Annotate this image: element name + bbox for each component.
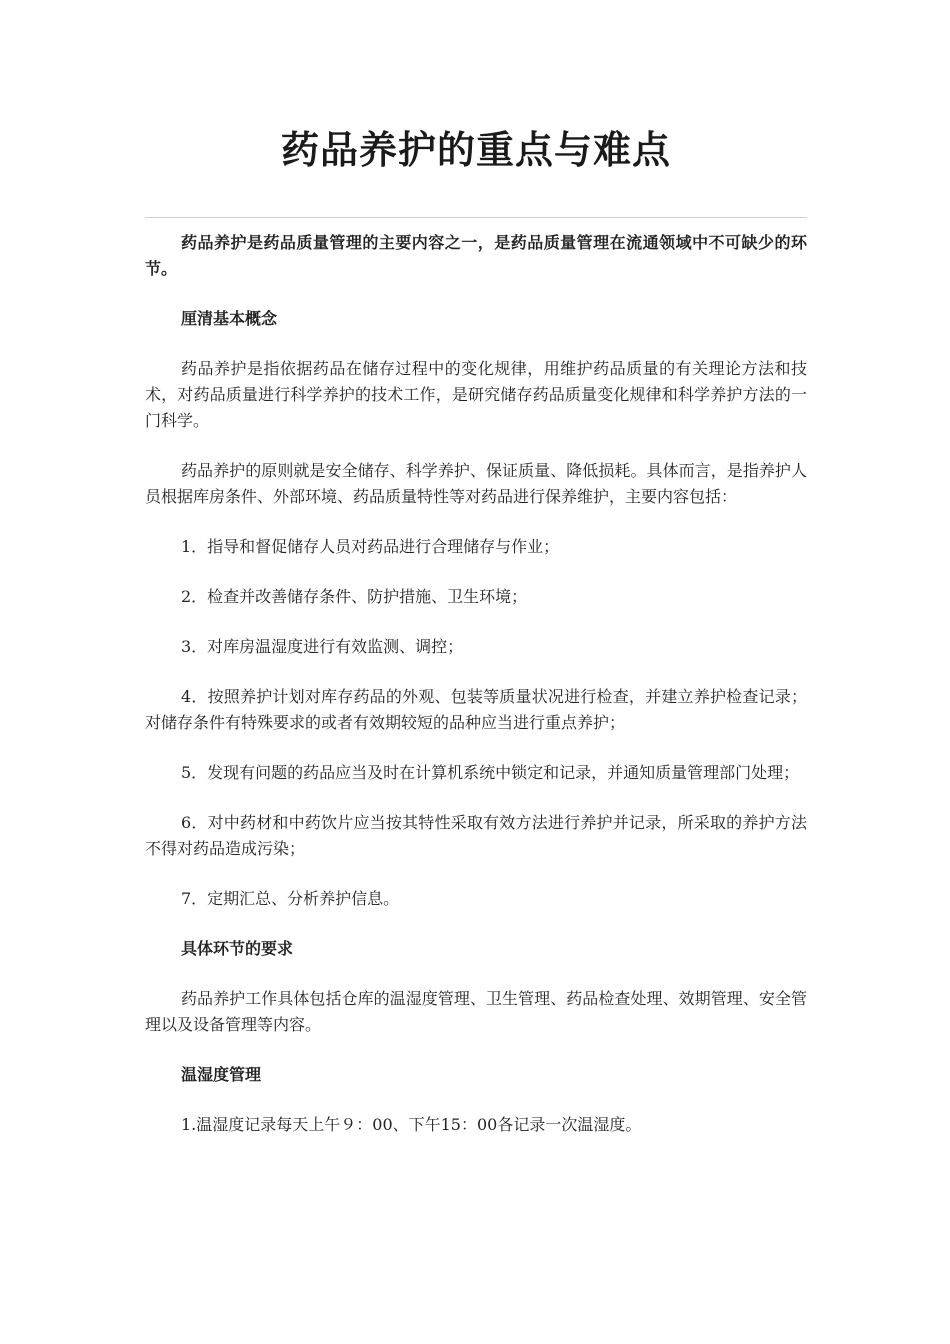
list-item: 6．对中药材和中药饮片应当按其特性采取有效方法进行养护并记录，所采取的养护方法不得对药品造成污染；	[145, 813, 807, 858]
list-item: 4．按照养护计划对库存药品的外观、包装等质量状况进行检查，并建立养护检查记录；对储存条件有特殊要求的或者有效期较短的品种应当进行重点养护；	[145, 687, 807, 732]
list-item: 2．检查并改善储存条件、防护措施、卫生环境；	[181, 587, 528, 606]
title-divider	[145, 217, 807, 218]
list-item: 7．定期汇总、分析养护信息。	[181, 889, 400, 908]
document-title: 药品养护的重点与难点	[280, 128, 671, 172]
list-item: 3．对库房温湿度进行有效监测、调控；	[181, 637, 464, 656]
section-heading-concepts: 厘清基本概念	[181, 309, 278, 328]
list-item: 5．发现有问题的药品应当及时在计算机系统中锁定和记录，并通知质量管理部门处理；	[181, 763, 800, 782]
paragraph-definition: 药品养护是指依据药品在储存过程中的变化规律，用维护药品质量的有关理论方法和技术，对药品质量进行科学养护的技术工作，是研究储存药品质量变化规律和科学养护方法的一门科学。	[145, 359, 807, 430]
list-item: 1．指导和督促储存人员对药品进行合理储存与作业；	[181, 537, 560, 556]
intro-paragraph: 药品养护是药品质量管理的主要内容之一，是药品质量管理在流通领域中不可缺少的环节。	[145, 233, 807, 278]
paragraph-requirements: 药品养护工作具体包括仓库的温湿度管理、卫生管理、药品检查处理、效期管理、安全管理以及设备管理等内容。	[145, 989, 807, 1034]
paragraph-temperature-record: 1.温湿度记录每天上午９：00、下午15：00各记录一次温湿度。	[181, 1115, 642, 1134]
paragraph-principles: 药品养护的原则就是安全储存、科学养护、保证质量、降低损耗。具体而言，是指养护人员根据库房条件、外部环境、药品质量特性等对药品进行保养维护，主要内容包括：	[145, 461, 807, 506]
section-heading-requirements: 具体环节的要求	[181, 939, 294, 958]
section-heading-temperature-humidity: 温湿度管理	[181, 1065, 262, 1084]
document-body	[145, 230, 807, 1162]
